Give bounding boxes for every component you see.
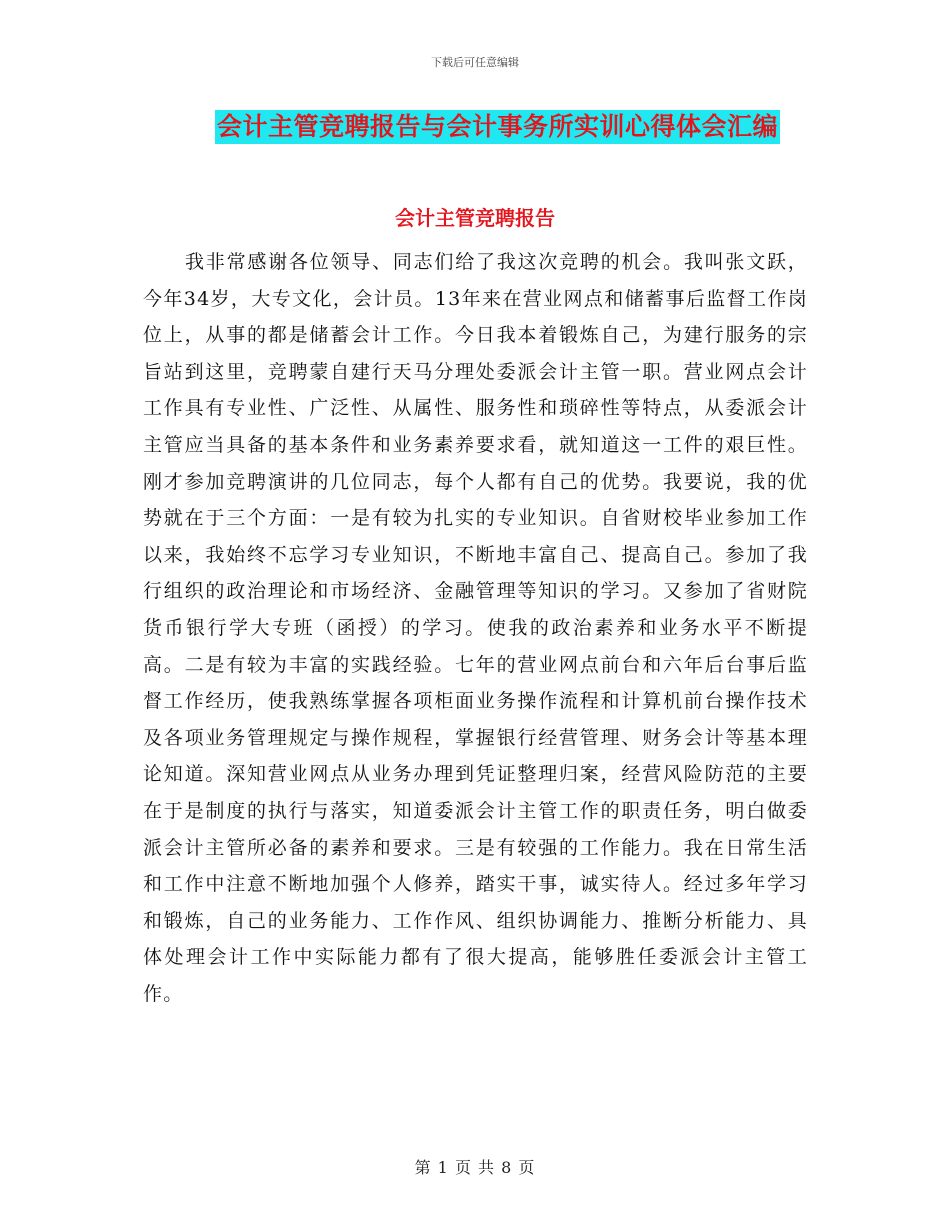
section-title: 会计主管竞聘报告: [395, 206, 555, 230]
page-number-footer: 第 1 页 共 8 页: [414, 1158, 536, 1177]
body-paragraph: 我非常感谢各位领导、同志们给了我这次竞聘的机会。我叫张文跃，今年34岁，大专文化，会计员。13年来在营业网点和储蓄事后监督工作岗位上，从事的都是储蓄会计工作。今日我本着锻炼自己，为建行服务的宗旨站到这里，竞聘蒙自建行天马分理处委派会计主管一职。营业网点会计工作具有专业性、广泛性、从属性、服务性和琐碎性等特点，从委派会计主管应当具备的基本条件和业务素养要求看，就知道这一工件的艰巨性。刚才参加竞聘演讲的几位同志，每个人都有自己的优势。我要说，我的优势就在于三个方面：一是有较为扎实的专业知识。自省财校毕业参加工作以来，我始终不忘学习专业知识，不断地丰富自己、提高自己。参加了我行组织的政治理论和市场经济、金融管理等知识的学习。又参加了省财院货币银行学大专班（函授）的学习。使我的政治素养和业务水平不断提高。二是有较为丰富的实践经验。七年的营业网点前台和六年后台事后监督工作经历，使我熟练掌握各项柜面业务操作流程和计算机前台操作技术及各项业务管理规定与操作规程，掌握银行经营管理、财务会计等基本理论知道。深知营业网点从业务办理到凭证整理归案，经营风险防范的主要在于是制度的执行与落实，知道委派会计主管工作的职责任务，明白做委派会计主管所必备的素养和要求。三是有较强的工作能力。我在日常生活和工作中注意不断地加强个人修养，踏实干事，诚实待人。经过多年学习和锻炼，自己的业务能力、工作作风、组织协调能力、推断分析能力、具体处理会计工作中实际能力都有了很大提高，能够胜任委派会计主管工作。: [143, 251, 808, 1005]
document-title: 会计主管竞聘报告与会计事务所实训心得体会汇编: [215, 110, 780, 144]
page-header-note: 下载后可任意编辑: [431, 56, 519, 69]
document-title-container: [0, 110, 950, 144]
